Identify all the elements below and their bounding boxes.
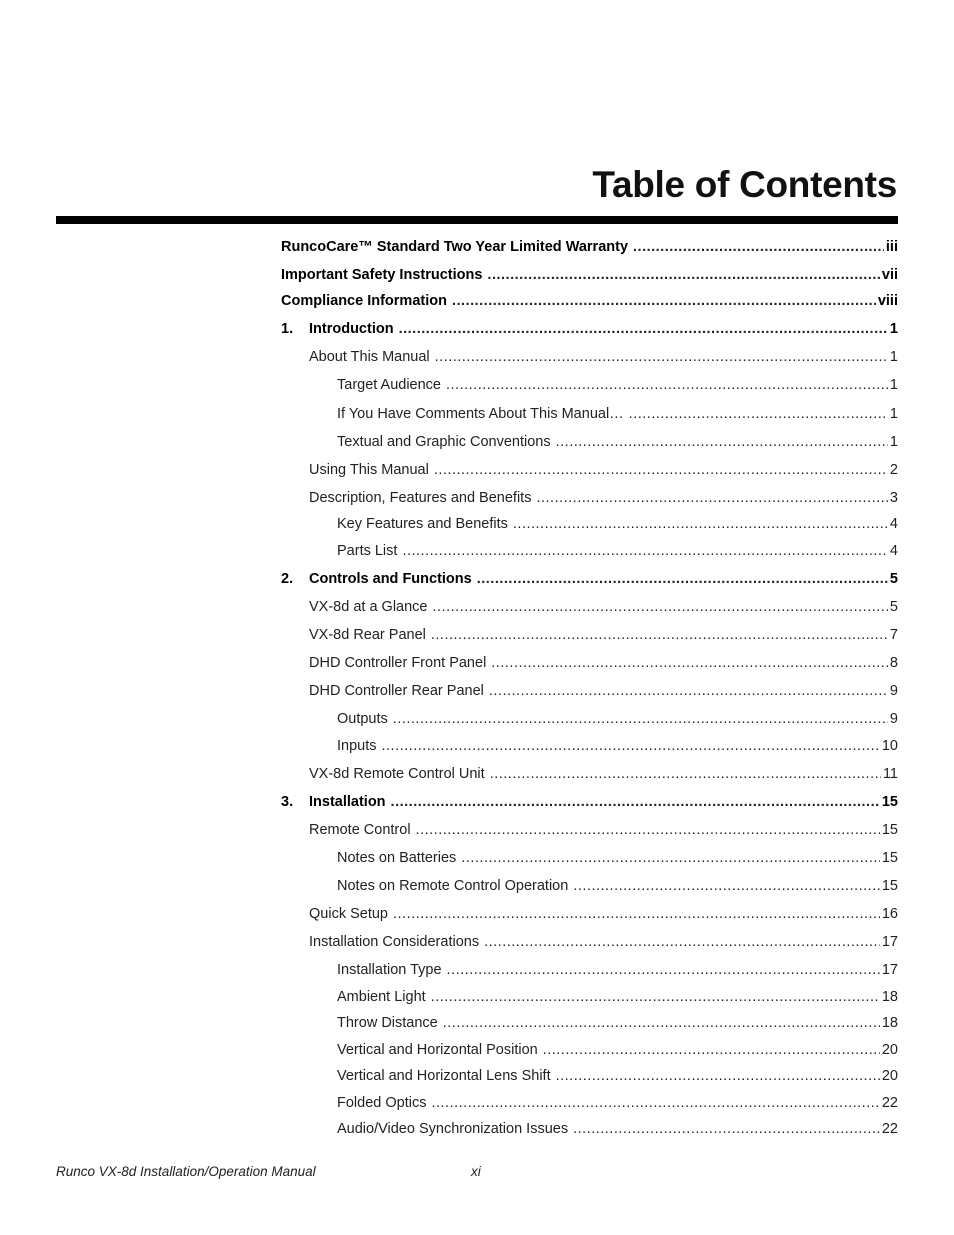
toc-entry-page: 1	[889, 321, 898, 337]
toc-entry[interactable]	[281, 237, 898, 257]
toc-entry[interactable]	[281, 265, 898, 285]
toc-entry-title: Vertical and Horizontal Position	[337, 1042, 538, 1058]
dot-leader	[452, 291, 876, 311]
toc-entry-page: 15	[881, 878, 898, 894]
dot-leader	[629, 404, 888, 424]
toc-entry[interactable]	[337, 404, 898, 424]
toc-entry-title: Vertical and Horizontal Lens Shift	[337, 1068, 551, 1084]
dot-leader	[556, 1066, 880, 1086]
dot-leader	[393, 709, 888, 729]
toc-entry-page: 18	[881, 989, 898, 1005]
toc-entry-page: 5	[889, 571, 898, 587]
toc-entry-page: 9	[889, 711, 898, 727]
toc-entry-title: VX-8d Rear Panel	[309, 627, 426, 643]
toc-entry-number: 2.	[281, 571, 294, 587]
toc-entry-page: 1	[889, 434, 898, 450]
dot-leader	[633, 237, 884, 257]
toc-entry-page: 10	[881, 738, 898, 754]
toc-entry-page: 4	[889, 516, 898, 532]
toc-entry-title: VX-8d Remote Control Unit	[309, 766, 485, 782]
toc-entry-page: 18	[881, 1015, 898, 1031]
dot-leader	[484, 932, 880, 952]
toc-entry-page: 17	[881, 934, 898, 950]
dot-leader	[443, 1013, 880, 1033]
dot-leader	[399, 319, 888, 339]
toc-entry-page: 15	[881, 850, 898, 866]
toc-entry-title: Installation Type	[337, 962, 442, 978]
toc-entry-page: 22	[881, 1121, 898, 1137]
toc-entry-page: 3	[889, 490, 898, 506]
dot-leader	[435, 347, 888, 367]
dot-leader	[487, 265, 879, 285]
dot-leader	[416, 820, 880, 840]
toc-entry-page: viii	[877, 293, 898, 309]
toc-entry[interactable]	[337, 848, 898, 868]
dot-leader	[490, 764, 881, 784]
toc-entry-page: 7	[889, 627, 898, 643]
toc-entry-title: Using This Manual	[309, 462, 429, 478]
toc-entry-title: Remote Control	[309, 822, 411, 838]
toc-entry-page: 20	[881, 1042, 898, 1058]
toc-entry[interactable]	[309, 820, 898, 840]
toc-entry-title: About This Manual	[309, 349, 430, 365]
toc-entry[interactable]	[337, 736, 898, 756]
dot-leader	[402, 541, 887, 561]
toc-entry-title: Inputs	[337, 738, 377, 754]
dot-leader	[446, 375, 888, 395]
toc-entry[interactable]	[309, 932, 898, 952]
dot-leader	[393, 904, 880, 924]
dot-leader	[461, 848, 880, 868]
toc-entry-title: Quick Setup	[309, 906, 388, 922]
dot-leader	[543, 1040, 880, 1060]
toc-entry[interactable]	[337, 960, 898, 980]
toc-entry-title: Introduction	[309, 321, 394, 337]
toc-entry[interactable]	[337, 709, 898, 729]
toc-entry-page: 20	[881, 1068, 898, 1084]
toc-entry-page: 1	[889, 349, 898, 365]
toc-entry[interactable]	[309, 625, 898, 645]
dot-leader	[491, 653, 888, 673]
toc-entry-title: Installation Considerations	[309, 934, 480, 950]
dot-leader	[477, 569, 888, 589]
toc-entry[interactable]	[337, 375, 898, 395]
toc-entry[interactable]	[309, 904, 898, 924]
toc-entry-title: Folded Optics	[337, 1095, 427, 1111]
toc-entry-title: Textual and Graphic Conventions	[337, 434, 551, 450]
toc-entry-page: 15	[881, 822, 898, 838]
toc-entry[interactable]	[309, 347, 898, 367]
toc-entry-page: 15	[881, 794, 898, 810]
dot-leader	[556, 432, 888, 452]
toc-entry-page: 22	[881, 1095, 898, 1111]
toc-entry[interactable]	[309, 460, 898, 480]
toc-entry-page: 5	[889, 599, 898, 615]
toc-entry-page: vii	[881, 267, 898, 283]
dot-leader	[431, 1093, 879, 1113]
toc-entry-title: Audio/Video Synchronization Issues	[337, 1121, 569, 1137]
toc-entry-title: Installation	[309, 794, 386, 810]
toc-entry-title: If You Have Comments About This Manual…	[337, 406, 624, 422]
toc-entry-title: Ambient Light	[337, 989, 426, 1005]
toc-entry-page: 9	[889, 683, 898, 699]
toc-entry-title: Notes on Batteries	[337, 850, 457, 866]
dot-leader	[382, 736, 880, 756]
toc-entry-title: Target Audience	[337, 377, 441, 393]
dot-leader	[513, 514, 888, 534]
toc-entry[interactable]	[337, 1119, 898, 1139]
toc-entry-page: iii	[885, 239, 898, 255]
toc-entry[interactable]	[337, 514, 898, 534]
toc-entry-title: Compliance Information	[281, 293, 447, 309]
toc-entry[interactable]	[337, 541, 898, 561]
toc-entry[interactable]	[281, 319, 898, 339]
toc-entry[interactable]	[309, 488, 898, 508]
toc-entry[interactable]	[309, 597, 898, 617]
toc-entry[interactable]	[337, 1066, 898, 1086]
toc-entry-title: Throw Distance	[337, 1015, 438, 1031]
toc-entry-number: 3.	[281, 794, 294, 810]
toc-entry-title: RuncoCare™ Standard Two Year Limited Warranty	[281, 239, 629, 255]
dot-leader	[447, 960, 880, 980]
dot-leader	[489, 681, 888, 701]
toc-entry[interactable]	[309, 681, 898, 701]
toc-entry[interactable]	[337, 876, 898, 896]
dot-leader	[536, 488, 887, 508]
toc-entry[interactable]	[281, 792, 898, 812]
toc-entry[interactable]	[337, 987, 898, 1007]
dot-leader	[431, 987, 880, 1007]
toc-entry-title: Controls and Functions	[309, 571, 472, 587]
toc-entry[interactable]	[309, 653, 898, 673]
dot-leader	[573, 876, 880, 896]
page-title: Table of Contents	[592, 164, 897, 205]
toc-entry[interactable]	[281, 291, 898, 311]
toc-entry-title: Important Safety Instructions	[281, 267, 483, 283]
dot-leader	[391, 792, 880, 812]
toc-entry[interactable]	[337, 432, 898, 452]
toc-entry-title: Description, Features and Benefits	[309, 490, 532, 506]
toc-entry-page: 1	[889, 406, 898, 422]
toc-entry-page: 1	[889, 377, 898, 393]
toc-entry-page: 17	[881, 962, 898, 978]
toc-entry-title: Outputs	[337, 711, 388, 727]
footer-manual-title: Runco VX-8d Installation/Operation Manual	[56, 1164, 316, 1179]
toc-entry-page: 8	[889, 655, 898, 671]
toc-entry-title: DHD Controller Front Panel	[309, 655, 487, 671]
toc-entry-title: VX-8d at a Glance	[309, 599, 428, 615]
toc-entry-title: DHD Controller Rear Panel	[309, 683, 484, 699]
toc-entry-title: Notes on Remote Control Operation	[337, 878, 569, 894]
toc-entry-page: 4	[889, 543, 898, 559]
toc-entry-page: 11	[882, 766, 898, 782]
dot-leader	[573, 1119, 880, 1139]
toc-entry-number: 1.	[281, 321, 294, 337]
toc-entry-page: 16	[881, 906, 898, 922]
toc-entry[interactable]	[337, 1093, 898, 1113]
dot-leader	[434, 460, 888, 480]
dot-leader	[431, 625, 888, 645]
toc-entry-title: Parts List	[337, 543, 398, 559]
toc-entry[interactable]	[337, 1013, 898, 1033]
dot-leader	[433, 597, 888, 617]
toc-entry-page: 2	[889, 462, 898, 478]
footer-page-number: xi	[471, 1164, 481, 1179]
toc-entry[interactable]	[337, 1040, 898, 1060]
toc-entry[interactable]	[309, 764, 898, 784]
toc-entry[interactable]	[281, 569, 898, 589]
toc-entry-title: Key Features and Benefits	[337, 516, 508, 532]
